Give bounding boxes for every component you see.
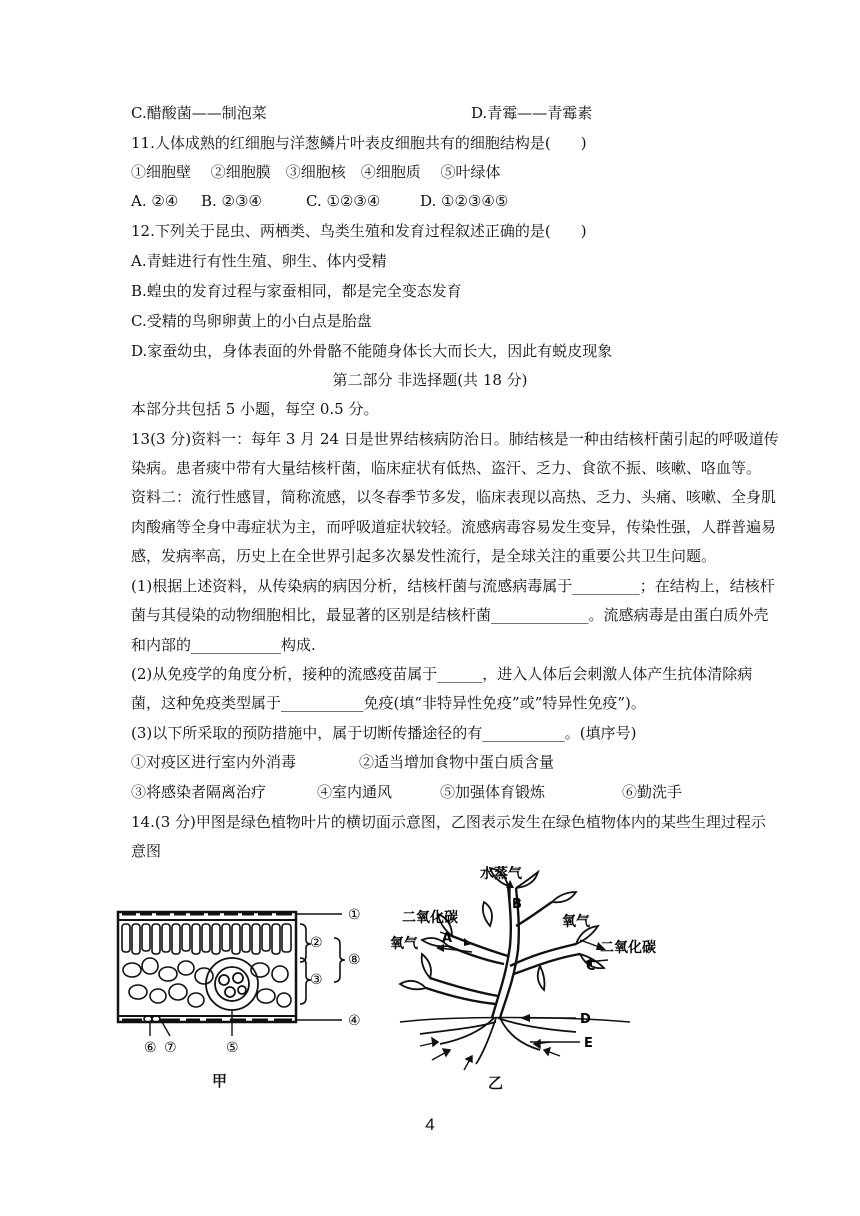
q13-material2-line3: 感，发病率高，历史上在全世界引起多次暴发性流行，是全球关注的重要公共卫生问题。	[131, 547, 717, 565]
q12-stem: 12.下列关于昆虫、两栖类、鸟类生殖和发育过程叙述正确的是( )	[131, 222, 587, 240]
q11-stem: 11.人体成熟的红细胞与洋葱鳞片叶表皮细胞共有的细胞结构是( )	[131, 134, 587, 152]
q13-measure-6: ⑥勤洗手	[622, 783, 683, 801]
q11-option-a: A. ②④	[131, 192, 179, 210]
q13-measure-5: ⑤加强体育锻炼	[440, 783, 546, 801]
label-co-left: 二氧化碳	[402, 910, 458, 926]
label-7: ⑦	[164, 1040, 177, 1056]
label-o2-left: 氧气	[390, 936, 418, 952]
label-water-vapor: 水蒸气	[480, 866, 522, 882]
leaf-cross-section-figure	[110, 900, 370, 1060]
label-6: ⑥	[144, 1040, 157, 1056]
q11-option-d: D. ①②③④⑤	[420, 192, 509, 210]
label-5: ⑤	[226, 1040, 239, 1056]
plant-stem	[426, 886, 580, 1018]
q13-measure-1: ①对疫区进行室内外消毒	[131, 753, 297, 771]
q13-measure-2: ②适当增加食物中蛋白质含量	[359, 753, 555, 771]
part2-heading: 第二部分 非选择题(共 18 分)	[332, 371, 528, 389]
q13-part1-line2: 菌与其侵染的动物细胞相比，最显著的区别是结核杆菌_____________。流感病毒是由蛋白质外壳	[131, 606, 769, 624]
part2-intro: 本部分共包括 5 小题，每空 0.5 分。	[131, 400, 379, 418]
q11-option-b: B. ②③④	[201, 192, 262, 210]
label-2: ②	[310, 935, 323, 951]
q10-option-c: C.醋酸菌——制泡菜	[131, 104, 267, 122]
plant-process-figure	[380, 866, 680, 1076]
q13-part3: (3)以下所采取的预防措施中，属于切断传播途径的有___________。(填序号)	[131, 724, 637, 742]
figure-yi-caption: 乙	[488, 1074, 504, 1092]
pointer-line-7	[162, 1022, 170, 1036]
q14-stem-line1: 14.(3 分)甲图是绿色植物叶片的横切面示意图，乙图表示发生在绿色植物体内的某些生理过程示	[131, 813, 766, 831]
page-number: 4	[425, 1115, 435, 1134]
arrow-a-in-head	[464, 938, 472, 946]
label-8: ⑧	[348, 952, 361, 968]
palisade-tissue	[122, 924, 291, 954]
label-3: ③	[310, 972, 323, 988]
q13-material2-line1: 资料二：流行性感冒，简称流感，以冬春季节多发，临床表现以高热、乏力、头痛、咳嗽、全身肌	[131, 488, 777, 506]
mesophyll-brace	[334, 938, 345, 982]
root-absorption-arrows	[420, 1038, 560, 1070]
letter-b: B	[512, 897, 522, 912]
q13-part1-line1: (1)根据上述资料，从传染病的病因分析，结核杆菌与流感病毒属于_________；在结构上，结核杆	[131, 577, 775, 595]
q11-option-c: C. ①②③④	[306, 192, 381, 210]
label-1: ①	[348, 907, 361, 923]
q12-option-c: C.受精的鸟卵卵黄上的小白点是胎盘	[131, 312, 372, 330]
upper-epidermis	[118, 914, 296, 920]
letter-a: A	[442, 931, 453, 946]
q12-option-d: D.家蚕幼虫，身体表面的外骨骼不能随身体长大而长大，因此有蜕皮现象	[131, 342, 613, 360]
q13-measure-3: ③将感染者隔离治疗	[131, 783, 267, 801]
leaf-vein	[206, 958, 258, 1010]
q10-option-d: D.青霉——青霉素	[471, 104, 593, 122]
q13-part2-line1: (2)从免疫学的角度分析，接种的流感疫苗属于______，进入人体后会刺激人体产生抗体清除病	[131, 665, 753, 683]
q13-material1-line1: 13(3 分)资料一：每年 3 月 24 日是世界结核病防治日。肺结核是一种由结核杆菌引起的呼吸道传	[131, 430, 779, 448]
figure-jia-caption: 甲	[212, 1072, 228, 1090]
pointer-d-head	[520, 1014, 530, 1022]
q11-items: ①细胞壁 ②细胞膜 ③细胞核 ④细胞质 ⑤叶绿体	[131, 163, 501, 181]
q12-option-b: B.蝗虫的发育过程与家蚕相同，都是完全变态发育	[131, 282, 462, 300]
ground-line	[400, 1018, 630, 1023]
q13-part1-line3: 和内部的____________构成.	[131, 636, 316, 654]
q12-option-a: A.青蛙进行有性生殖、卵生、体内受精	[131, 252, 387, 270]
spongy-tissue	[123, 958, 291, 1007]
label-4: ④	[348, 1013, 361, 1029]
plant-roots	[420, 1018, 576, 1064]
q13-part2-line2: 菌，这种免疫类型属于___________免疫(填“非特异性免疫”或”特异性免疫”)。	[131, 694, 646, 712]
label-o2-right: 氧气	[562, 914, 590, 930]
q13-material1-line2: 染病。患者痰中带有大量结核杆菌，临床症状有低热、盗汗、乏力、食欲不振、咳嗽、咯血等。	[131, 459, 762, 477]
letter-d: D	[580, 1012, 591, 1027]
label-co2-right: 二氧化碳	[600, 940, 656, 956]
q13-measure-4: ④室内通风	[317, 783, 393, 801]
q13-material2-line2: 肉酸痛等全身中毒症状为主，而呼吸道症状较轻。流感病毒容易发生变异，传染性强，人群普遍易	[131, 518, 777, 536]
letter-c: C	[586, 959, 596, 974]
letter-e: E	[584, 1036, 593, 1051]
q14-stem-line2: 意图	[131, 842, 162, 860]
